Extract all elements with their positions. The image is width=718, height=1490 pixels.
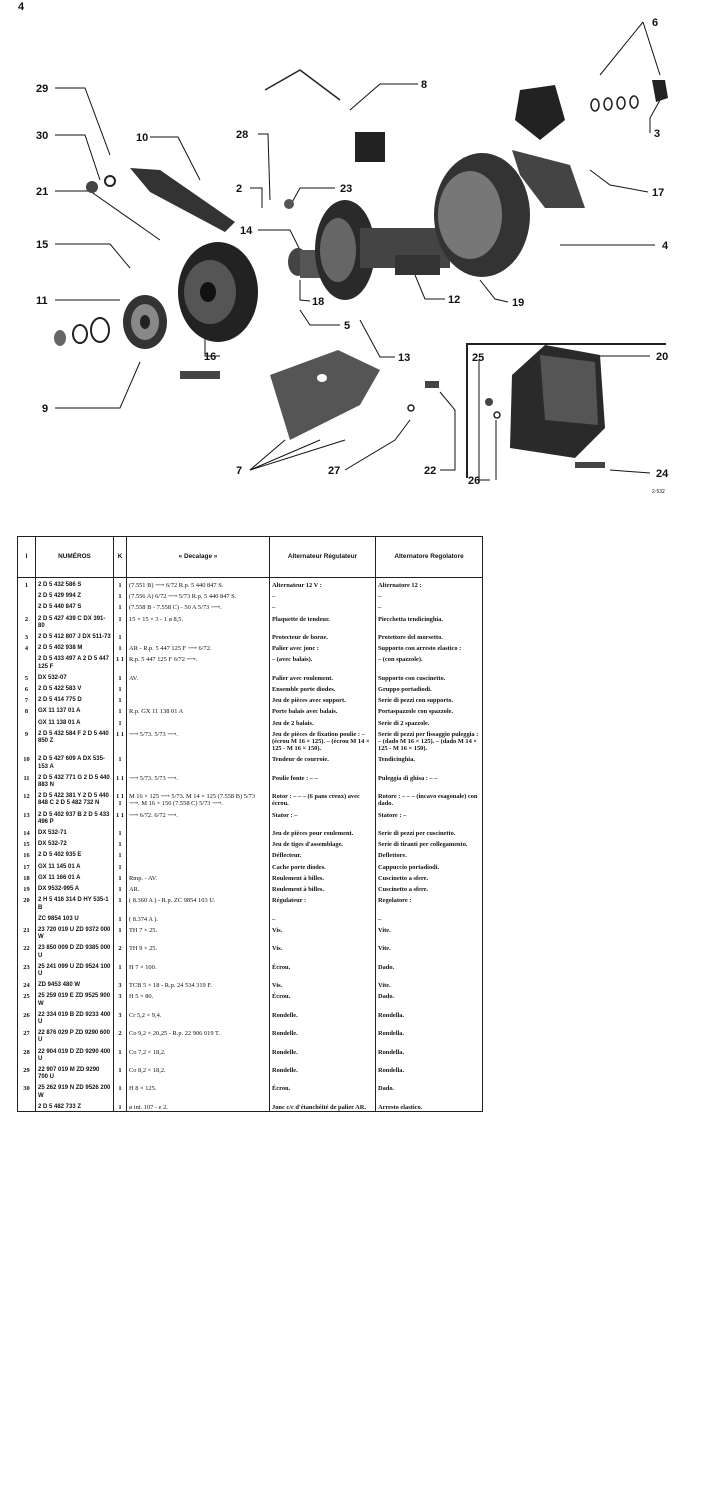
cell-italian: Cuscinetto a sfere. [376, 871, 483, 882]
cell-item: 4 [18, 641, 36, 652]
table-row [18, 978, 483, 989]
cell-italian: Serie di pezzi con supporto. [376, 693, 483, 704]
cell-french: Stator : – [270, 808, 376, 826]
callout-10: 10 [136, 132, 149, 144]
cell-french: Alternateur 12 V : [270, 578, 376, 590]
cell-decalage: Co 7,2 × 18,2. [127, 1045, 270, 1063]
cell-numeros: DX 532-72 [36, 837, 114, 848]
cell-item: 14 [18, 826, 36, 837]
callout-7: 7 [236, 465, 243, 477]
header-item: I [18, 537, 36, 578]
cell-decalage: H 5 × 80. [127, 989, 270, 1007]
cell-numeros: 25 241 099 U ZD 9524 100 U [36, 960, 114, 978]
callout-8: 8 [421, 79, 428, 91]
table-row [18, 752, 483, 770]
cell-numeros: GX 11 138 01 A [36, 716, 114, 727]
cell-numeros: 2 D 5 432 771 G 2 D 5 440 883 N [36, 771, 114, 789]
cell-french: Jeu de pièces pour roulement. [270, 826, 376, 837]
cell-numeros: 2 D 5 402 938 M [36, 641, 114, 652]
cell-italian: Rondella. [376, 1026, 483, 1044]
cell-item: 13 [18, 808, 36, 826]
cell-qty: 1 [114, 960, 127, 978]
cell-italian: Cappuccio portadiodi. [376, 860, 483, 871]
cell-french: Cache porte diodes. [270, 860, 376, 871]
cell-french: Rotor : – – – (6 pans creux) avec écrou. [270, 789, 376, 807]
table-row [18, 727, 483, 753]
cell-italian: Serie di tiranti per collegamento. [376, 837, 483, 848]
cell-italian: Supporto con cuscinetto. [376, 671, 483, 682]
cell-numeros: GX 11 145 01 A [36, 860, 114, 871]
cell-decalage: Co 9,2 × 20,25 - R.p. 22 906 019 T. [127, 1026, 270, 1044]
cell-numeros: ZD 9453 480 W [36, 978, 114, 989]
cell-french: Rondelle. [270, 1008, 376, 1026]
callout-11: 11 [36, 295, 48, 307]
cell-qty: 1 [114, 630, 127, 641]
cell-french: Palier avec jonc : [270, 641, 376, 652]
table-row [18, 704, 483, 715]
cell-qty: 1 [114, 704, 127, 715]
cell-numeros: 2 D 5 414 775 D [36, 693, 114, 704]
cell-decalage: AR - R.p. 5 447 125 F ⟶ 6/72. [127, 641, 270, 652]
cell-french: Vis. [270, 941, 376, 959]
cell-qty: 1 1 1 [114, 789, 127, 807]
cell-item: 2 [18, 612, 36, 630]
cell-french: Rondelle. [270, 1045, 376, 1063]
cell-french: Régulateur : [270, 893, 376, 911]
cell-italian: Dado. [376, 960, 483, 978]
cell-qty: 1 [114, 848, 127, 859]
table-row [18, 923, 483, 941]
table-row [18, 882, 483, 893]
callout-4: 4 [662, 240, 669, 252]
cell-italian: Rotore : – – – (incavo esagonale) con dado. [376, 789, 483, 807]
cell-decalage: (7.556 A) 6/72 ⟶ 5/73 R.p. 5 440 847 S. [127, 589, 270, 600]
cell-numeros: 22 876 029 P ZD 9290 600 U [36, 1026, 114, 1044]
cell-decalage: (7.558 B - 7.558 C) - 50 A 5/73 ⟶. [127, 600, 270, 611]
table-row [18, 641, 483, 652]
callout-30: 30 [36, 130, 49, 142]
cell-numeros: GX 11 166 01 A [36, 871, 114, 882]
header-italian: Alternatore Regolatore [376, 537, 483, 578]
cell-numeros: 2 D 5 433 497 A 2 D 5 447 125 F [36, 652, 114, 670]
cell-qty: 1 1 [114, 652, 127, 670]
callout-19: 19 [512, 297, 525, 309]
cell-item: 16 [18, 848, 36, 859]
table-header-row [18, 537, 483, 578]
cell-item: 30 [18, 1081, 36, 1099]
callout-29: 29 [36, 83, 49, 95]
cell-qty: 1 1 [114, 727, 127, 753]
callout-27: 27 [328, 465, 341, 477]
cell-decalage: ( 8.374 A ). [127, 912, 270, 923]
cell-french: Jeu de 2 balais. [270, 716, 376, 727]
table-row [18, 630, 483, 641]
table-row [18, 671, 483, 682]
parts-table [17, 536, 483, 1112]
cell-item [18, 600, 36, 611]
cell-italian: Cuscinetto a sfere. [376, 882, 483, 893]
cell-italian: Rondella. [376, 1045, 483, 1063]
cell-italian: Vite. [376, 978, 483, 989]
cell-decalage [127, 716, 270, 727]
callout-9: 9 [42, 403, 49, 415]
table-row [18, 789, 483, 807]
cell-french: Plaquette de tendeur. [270, 612, 376, 630]
cell-decalage [127, 693, 270, 704]
cell-item: 11 [18, 771, 36, 789]
cell-italian: – [376, 589, 483, 600]
cell-decalage: AV. [127, 671, 270, 682]
table-row [18, 1045, 483, 1063]
cell-qty: 1 [114, 882, 127, 893]
cell-decalage: Co 8,2 × 18,2. [127, 1063, 270, 1081]
callout-6: 6 [652, 17, 659, 29]
callout-24: 24 [656, 468, 669, 480]
cell-item: 25 [18, 989, 36, 1007]
cell-italian: Serie di pezzi per fissaggio puleggia : – (dado M 16 × 125). – (dado M 14 × 125 - M 16 × 150). [376, 727, 483, 753]
cell-item: 24 [18, 978, 36, 989]
callout-22: 22 [424, 465, 437, 477]
cell-italian: Arresto elastico. [376, 1100, 483, 1112]
cell-item: 23 [18, 960, 36, 978]
cell-qty: 1 [114, 578, 127, 590]
cell-numeros: ZC 9854 103 U [36, 912, 114, 923]
callout-5: 5 [344, 320, 351, 332]
cell-qty: 1 [114, 893, 127, 911]
cell-qty: 1 [114, 693, 127, 704]
cell-numeros: 2 D 5 440 847 S [36, 600, 114, 611]
cell-decalage [127, 837, 270, 848]
cell-qty: 1 [114, 912, 127, 923]
cell-qty: 1 [114, 641, 127, 652]
cell-decalage [127, 630, 270, 641]
header-k: K [114, 537, 127, 578]
cell-qty: 1 [114, 1045, 127, 1063]
cell-decalage: Cr 5,2 × 9,4. [127, 1008, 270, 1026]
cell-italian: Protettore del morsetto. [376, 630, 483, 641]
table-row [18, 1008, 483, 1026]
cell-item: 18 [18, 871, 36, 882]
cell-numeros: 2 D 5 402 937 B 2 D 5 433 496 P [36, 808, 114, 826]
cell-french: Ensemble porte diodes. [270, 682, 376, 693]
cell-italian: Puleggia di ghisa : – – [376, 771, 483, 789]
cell-numeros: 23 850 009 D ZD 9385 000 U [36, 941, 114, 959]
cell-item: 15 [18, 837, 36, 848]
callout-20: 20 [656, 351, 669, 363]
table-row [18, 589, 483, 600]
cell-italian: Serie di 2 spazzole. [376, 716, 483, 727]
cell-numeros: 2 D 5 482 733 Z [36, 1100, 114, 1112]
cell-french: – [270, 589, 376, 600]
cell-qty: 1 [114, 1063, 127, 1081]
cell-french: Écrou. [270, 960, 376, 978]
cell-italian: Alternatore 12 : [376, 578, 483, 590]
cell-italian: Supporto con arresto elastico : [376, 641, 483, 652]
cell-french: Jeu de tiges d'assemblage. [270, 837, 376, 848]
cell-italian: Rondella. [376, 1063, 483, 1081]
cell-numeros: 2 D 5 402 935 E [36, 848, 114, 859]
header-french: Alternateur Régulateur [270, 537, 376, 578]
header-numeros: NUMÉROS [36, 537, 114, 578]
cell-french: Déflecteur. [270, 848, 376, 859]
table-row [18, 716, 483, 727]
cell-qty: 1 [114, 826, 127, 837]
cell-decalage: R.p. GX 11 138 01 A [127, 704, 270, 715]
cell-decalage: R.p. 5 447 125 F 6/72 ⟶. [127, 652, 270, 670]
cell-italian: Vite. [376, 941, 483, 959]
cell-french: Vis. [270, 978, 376, 989]
cell-qty: 1 [114, 589, 127, 600]
cell-decalage: ⟶ 5/73. 5/73 ⟶. [127, 771, 270, 789]
table-row [18, 837, 483, 848]
cell-item: 28 [18, 1045, 36, 1063]
cell-decalage: AR. [127, 882, 270, 893]
cell-numeros: 23 720 019 U ZD 9372 000 W [36, 923, 114, 941]
cell-decalage [127, 752, 270, 770]
cell-qty: 1 [114, 837, 127, 848]
cell-qty: 1 [114, 752, 127, 770]
cell-italian: Tendicinghia. [376, 752, 483, 770]
cell-qty: 1 [114, 923, 127, 941]
cell-french: Jonc c/c d'étanchéité de palier AR. [270, 1100, 376, 1112]
cell-italian: – [376, 912, 483, 923]
callout-12: 12 [448, 294, 461, 306]
cell-item: 10 [18, 752, 36, 770]
cell-french: – [270, 600, 376, 611]
cell-qty: 1 [114, 600, 127, 611]
cell-item [18, 1100, 36, 1112]
cell-item: 6 [18, 682, 36, 693]
cell-french: Écrou. [270, 1081, 376, 1099]
cell-french: Palier avec roulement. [270, 671, 376, 682]
cell-qty: 1 [114, 671, 127, 682]
callout-15: 15 [36, 239, 49, 251]
table-row [18, 600, 483, 611]
cell-item [18, 716, 36, 727]
parts-body [18, 578, 483, 1112]
cell-french: Rondelle. [270, 1063, 376, 1081]
table-row [18, 848, 483, 859]
cell-qty: 1 1 [114, 771, 127, 789]
header-decalage: « Decalage » [127, 537, 270, 578]
cell-italian: Piecchetta tendicinghia. [376, 612, 483, 630]
callout-21: 21 [36, 186, 49, 198]
cell-italian: Gruppo portadiodi. [376, 682, 483, 693]
cell-numeros: 22 904 019 D ZD 9290 400 U [36, 1045, 114, 1063]
table-row [18, 871, 483, 882]
cell-french: Poulie fonte : – – [270, 771, 376, 789]
cell-numeros: 25 262 919 N ZD 9526 200 W [36, 1081, 114, 1099]
cell-item: 12 [18, 789, 36, 807]
cell-qty: 1 [114, 716, 127, 727]
cell-numeros: 25 259 019 E ZD 9525 900 W [36, 989, 114, 1007]
cell-french: Jeu de pièces avec support. [270, 693, 376, 704]
callout-13: 13 [398, 352, 411, 364]
cell-italian: Statore : – [376, 808, 483, 826]
cell-italian: Regolatore : [376, 893, 483, 911]
cell-qty: 1 [114, 871, 127, 882]
cell-numeros: 22 334 019 B ZD 9233 400 U [36, 1008, 114, 1026]
cell-numeros: DX 9532-995 A [36, 882, 114, 893]
cell-qty: 1 [114, 612, 127, 630]
table-row [18, 960, 483, 978]
cell-item: 5 [18, 671, 36, 682]
callout-28: 28 [236, 129, 249, 141]
cell-qty: 3 [114, 978, 127, 989]
cell-item [18, 912, 36, 923]
cell-decalage: TH 9 × 25. [127, 941, 270, 959]
table-row [18, 826, 483, 837]
cell-decalage: TH 7 × 25. [127, 923, 270, 941]
table-row [18, 808, 483, 826]
cell-french: Jeu de pièces de fixation poulie : – (écrou M 16 × 125). – (écrou M 14 × 125 - M 16 × 150). [270, 727, 376, 753]
cell-numeros: 2 D 5 412 807 J DX 511-73 [36, 630, 114, 641]
cell-item: 22 [18, 941, 36, 959]
cell-decalage: 15 × 15 × 3 - 1 ø 8,5. [127, 612, 270, 630]
cell-qty: 1 [114, 682, 127, 693]
cell-qty: 2 [114, 1026, 127, 1044]
table-row [18, 989, 483, 1007]
cell-italian: Portaspazzole con spazzole. [376, 704, 483, 715]
table-row [18, 893, 483, 911]
cell-numeros: 2 D 5 427 609 A DX 535-153 A [36, 752, 114, 770]
cell-numeros: DX 532-07 [36, 671, 114, 682]
cell-french: – [270, 912, 376, 923]
cell-french: Protecteur de borne. [270, 630, 376, 641]
cell-french: Porte balais avec balais. [270, 704, 376, 715]
callout-25: 25 [472, 352, 485, 364]
cell-italian: Vite. [376, 923, 483, 941]
cell-item: 9 [18, 727, 36, 753]
diagram-code: 2-532 [652, 489, 665, 495]
cell-french: Roulement à billes. [270, 882, 376, 893]
cell-french: Rondelle. [270, 1026, 376, 1044]
cell-qty: 1 [114, 1100, 127, 1112]
table-row [18, 1081, 483, 1099]
table-row [18, 1026, 483, 1044]
cell-numeros: 2 D 5 427 439 C DX 391-80 [36, 612, 114, 630]
cell-item [18, 652, 36, 670]
cell-decalage: ⟶ 6/72. 6/72 ⟶. [127, 808, 270, 826]
cell-item: 7 [18, 693, 36, 704]
cell-french: Tendeur de courroie. [270, 752, 376, 770]
table-row [18, 860, 483, 871]
cell-item: 1 [18, 578, 36, 590]
exploded-view-diagram [0, 0, 718, 510]
callout-16: 16 [204, 351, 217, 363]
callout-17: 17 [652, 187, 665, 199]
cell-numeros: 2 D 5 432 586 S [36, 578, 114, 590]
table-row [18, 693, 483, 704]
cell-italian: Dado. [376, 989, 483, 1007]
cell-item: 8 [18, 704, 36, 715]
cell-item [18, 589, 36, 600]
table-row [18, 1100, 483, 1112]
cell-decalage: ø int. 107 - e 2. [127, 1100, 270, 1112]
table-row [18, 912, 483, 923]
table-row [18, 652, 483, 670]
table-row [18, 612, 483, 630]
cell-qty: 3 [114, 989, 127, 1007]
cell-qty: 2 [114, 941, 127, 959]
cell-item: 19 [18, 882, 36, 893]
cell-decalage [127, 682, 270, 693]
cell-italian: Serie di pezzi per cuscinetto. [376, 826, 483, 837]
callout-26: 26 [468, 475, 481, 487]
cell-item: 17 [18, 860, 36, 871]
cell-italian: – (con spazzole). [376, 652, 483, 670]
cell-decalage: M 16 × 125 ⟶ 5/73. M 14 × 125 (7.558 B) 5/73 ⟶. M 16 × 150 (7.558 C) 5/73 ⟶. [127, 789, 270, 807]
cell-italian: Dado. [376, 1081, 483, 1099]
page-marker: 4 [18, 1, 25, 13]
table-row [18, 941, 483, 959]
cell-decalage: (7.551 B) ⟶ 6/72 R.p. 5 440 847 S. [127, 578, 270, 590]
callout-2: 2 [236, 183, 243, 195]
cell-numeros: 2 D 5 422 381 Y 2 D 5 440 848 C 2 D 5 482 732 N [36, 789, 114, 807]
cell-item: 21 [18, 923, 36, 941]
cell-italian: Deflettore. [376, 848, 483, 859]
cell-numeros: 22 907 019 M ZD 9290 700 U [36, 1063, 114, 1081]
cell-decalage [127, 826, 270, 837]
cell-french: Roulement à billes. [270, 871, 376, 882]
cell-decalage: ( 8.360 A ) - R.p. ZC 9854 103 U. [127, 893, 270, 911]
cell-decalage: H 8 × 125. [127, 1081, 270, 1099]
cell-numeros: 2 D 5 429 994 Z [36, 589, 114, 600]
cell-qty: 1 1 [114, 808, 127, 826]
cell-item: 20 [18, 893, 36, 911]
callout-14: 14 [240, 225, 253, 237]
cell-decalage: H 7 × 100. [127, 960, 270, 978]
cell-qty: 1 [114, 1081, 127, 1099]
callout-3: 3 [654, 128, 661, 140]
cell-french: Vis. [270, 923, 376, 941]
table-row [18, 771, 483, 789]
cell-numeros: DX 532-71 [36, 826, 114, 837]
cell-item: 27 [18, 1026, 36, 1044]
cell-qty: 1 [114, 860, 127, 871]
cell-qty: 3 [114, 1008, 127, 1026]
cell-numeros: 2 H 5 416 314 D HY 535-1 B [36, 893, 114, 911]
cell-item: 29 [18, 1063, 36, 1081]
cell-decalage [127, 848, 270, 859]
cell-decalage: Rmp. - AV. [127, 871, 270, 882]
cell-french: – (avec balais). [270, 652, 376, 670]
table-row [18, 682, 483, 693]
cell-item: 26 [18, 1008, 36, 1026]
table-row [18, 1063, 483, 1081]
cell-decalage [127, 860, 270, 871]
cell-item: 3 [18, 630, 36, 641]
cell-numeros: 2 D 5 422 583 V [36, 682, 114, 693]
table-row [18, 578, 483, 590]
cell-decalage: ⟶ 5/73. 5/73 ⟶. [127, 727, 270, 753]
cell-italian: – [376, 600, 483, 611]
cell-italian: Rondella. [376, 1008, 483, 1026]
callout-23: 23 [340, 183, 353, 195]
callout-18: 18 [312, 296, 325, 308]
cell-numeros: GX 11 137 01 A [36, 704, 114, 715]
cell-french: Écrou. [270, 989, 376, 1007]
cell-decalage: TCB 5 × 18 - R.p. 24 534 319 F. [127, 978, 270, 989]
cell-numeros: 2 D 5 432 584 F 2 D 5 440 850 Z [36, 727, 114, 753]
